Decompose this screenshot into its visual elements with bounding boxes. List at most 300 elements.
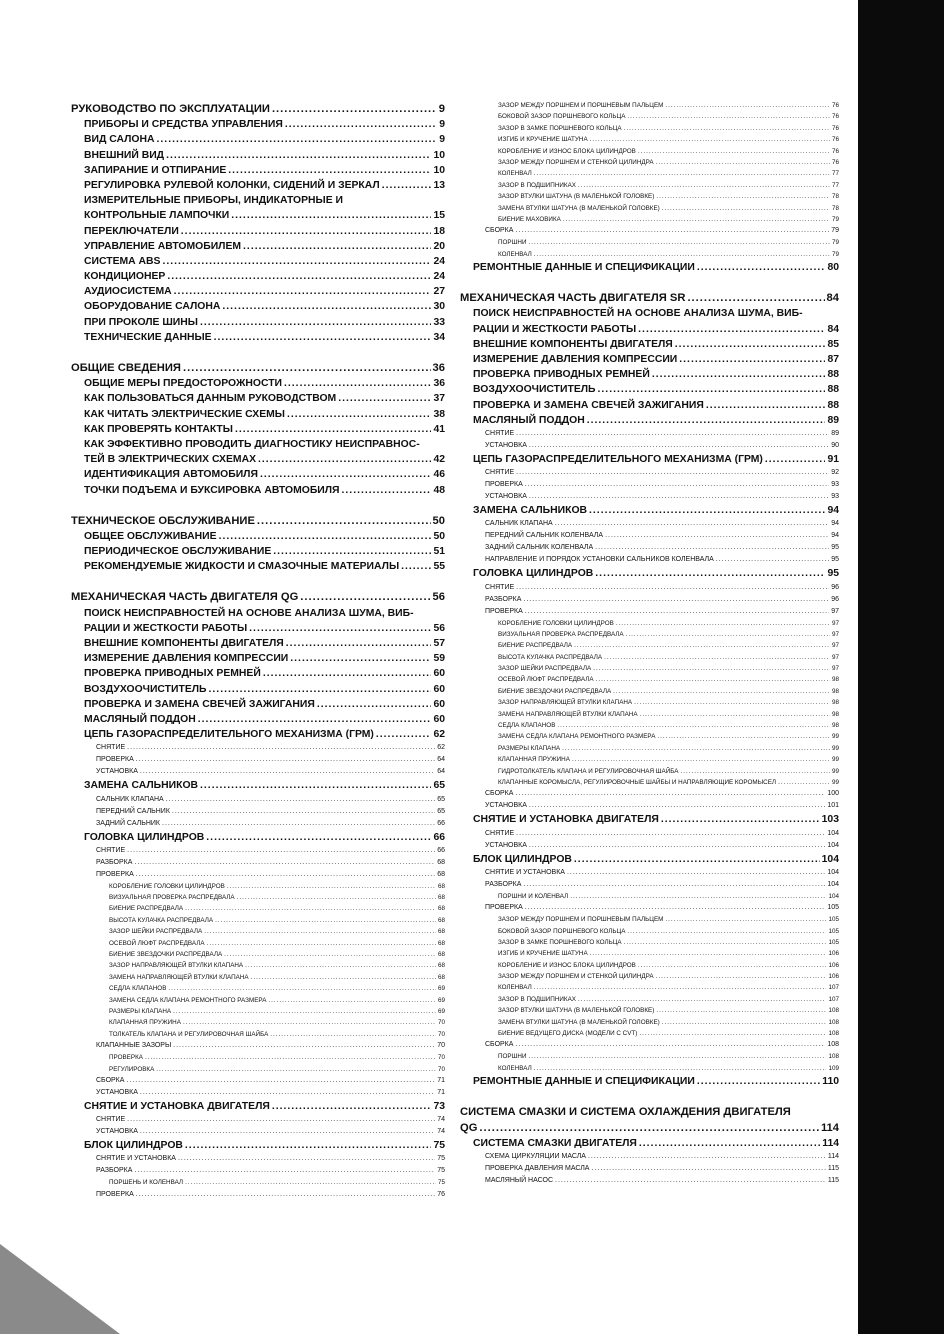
toc-entry-page: 76 bbox=[831, 147, 839, 155]
toc-entry-page: 75 bbox=[437, 1179, 445, 1187]
toc-dot-leader bbox=[317, 697, 432, 712]
toc-entry-page: 76 bbox=[831, 102, 839, 109]
toc-entry-page: 65 bbox=[437, 807, 445, 815]
toc-dot-leader bbox=[680, 766, 830, 777]
toc-entry bbox=[460, 554, 839, 566]
toc-entry-title: ПРОВЕРКА И ЗАМЕНА СВЕЧЕЙ ЗАЖИГАНИЯ bbox=[473, 399, 704, 411]
toc-entry bbox=[71, 1177, 445, 1188]
toc-entry-page: 68 bbox=[437, 916, 445, 924]
toc-dot-leader bbox=[231, 208, 431, 223]
toc-entry-page: 70 bbox=[437, 1065, 445, 1073]
toc-dot-leader bbox=[624, 123, 830, 134]
toc-dot-leader bbox=[596, 674, 830, 685]
toc-entry-page: 27 bbox=[433, 286, 445, 298]
toc-entry-title: ТОЧКИ ПОДЪЕМА И БУКСИРОВКА АВТОМОБИЛЯ bbox=[84, 484, 340, 496]
toc-entry-page: 70 bbox=[437, 1054, 445, 1062]
toc-entry-title: ГОЛОВКА ЦИЛИНДРОВ bbox=[84, 831, 205, 843]
toc-entry-title: САЛЬНИК КЛАПАНА bbox=[96, 795, 164, 803]
toc-entry-title: ПОРШНИ И КОЛЕНВАЛ bbox=[498, 892, 569, 900]
toc-entry bbox=[460, 731, 839, 742]
toc-entry-page: 62 bbox=[437, 744, 445, 752]
toc-entry bbox=[71, 682, 445, 697]
toc-entry-title: КОРОБЛЕНИЕ И ИЗНОС БЛОКА ЦИЛИНДРОВ bbox=[498, 147, 636, 155]
toc-entry bbox=[71, 636, 445, 651]
toc-entry bbox=[460, 982, 839, 993]
toc-entry-title: ВИЗУАЛЬНАЯ ПРОВЕРКА РАСПРЕДВАЛА bbox=[109, 894, 235, 902]
toc-entry-title: МЕХАНИЧЕСКАЯ ЧАСТЬ ДВИГАТЕЛЯ QG bbox=[71, 591, 299, 604]
toc-entry-title: ЗАДНИЙ САЛЬНИК bbox=[96, 819, 161, 827]
toc-dot-leader bbox=[172, 806, 435, 818]
toc-dot-leader bbox=[134, 857, 435, 869]
toc-entry-page: 69 bbox=[437, 1007, 445, 1015]
toc-entry-title: ПОРШЕНЬ И КОЛЕНВАЛ bbox=[109, 1179, 184, 1187]
toc-dot-leader bbox=[166, 794, 435, 806]
toc-dot-leader bbox=[529, 800, 825, 812]
toc-entry bbox=[460, 766, 839, 777]
toc-entry-title: УСТАНОВКА bbox=[485, 441, 527, 449]
toc-entry-title: УПРАВЛЕНИЕ АВТОМОБИЛЕМ bbox=[84, 240, 242, 252]
toc-dot-leader bbox=[534, 249, 830, 260]
scan-corner-shadow bbox=[0, 1244, 120, 1334]
toc-entry bbox=[71, 869, 445, 881]
toc-entry-title: ЗАМЕНА САЛЬНИКОВ bbox=[84, 780, 199, 792]
toc-entry bbox=[460, 777, 839, 788]
toc-entry bbox=[460, 902, 839, 914]
toc-entry bbox=[71, 742, 445, 754]
toc-entry-title: ЗАЗОР ВТУЛКИ ШАТУНА (В МАЛЕНЬКОЙ ГОЛОВКЕ) bbox=[498, 1007, 655, 1015]
toc-dot-leader bbox=[716, 554, 829, 566]
toc-entry-page: 95 bbox=[831, 556, 839, 564]
toc-entry bbox=[460, 260, 839, 275]
toc-entry-page: 50 bbox=[432, 514, 445, 527]
toc-entry-page: 98 bbox=[831, 710, 839, 718]
toc-entry-page: 104 bbox=[827, 880, 839, 888]
toc-entry-page: 97 bbox=[831, 630, 839, 638]
toc-entry-page: 89 bbox=[827, 414, 839, 426]
toc-entry-page: 87 bbox=[827, 354, 839, 366]
toc-entry-title: НАПРАВЛЕНИЕ И ПОРЯДОК УСТАНОВКИ САЛЬНИКОВ КОЛЕНВАЛА bbox=[485, 556, 714, 564]
toc-entry-title: ОСЕВОЙ ЛЮФТ РАСПРЕДВАЛА bbox=[109, 939, 205, 947]
toc-entry bbox=[71, 269, 445, 284]
toc-entry bbox=[460, 479, 839, 491]
toc-entry-page: 105 bbox=[827, 904, 839, 912]
toc-dot-leader bbox=[657, 731, 830, 742]
toc-dot-leader bbox=[287, 407, 431, 422]
toc-entry-title: СНЯТИЕ bbox=[485, 829, 515, 837]
toc-entry-page: 78 bbox=[831, 204, 839, 212]
toc-dot-leader bbox=[640, 709, 830, 720]
toc-entry-title: ПЕРЕДНИЙ САЛЬНИК bbox=[96, 807, 170, 815]
toc-dot-leader bbox=[286, 636, 432, 651]
toc-entry-title: ЗАЗОР МЕЖДУ ПОРШНЕМ И ПОРШНЕВЫМ ПАЛЬЦЕМ bbox=[498, 102, 664, 109]
toc-entry-page: 65 bbox=[437, 795, 445, 803]
toc-entry-title: ИЗМЕРИТЕЛЬНЫЕ ПРИБОРЫ, ИНДИКАТОРНЫЕ И bbox=[84, 195, 344, 207]
toc-dot-leader bbox=[167, 269, 431, 284]
toc-dot-leader bbox=[656, 1005, 826, 1016]
toc-entry-page: 104 bbox=[827, 829, 839, 837]
toc-dot-leader bbox=[342, 483, 432, 498]
toc-entry bbox=[71, 376, 445, 391]
toc-entry-page: 88 bbox=[827, 369, 839, 381]
toc-dot-leader bbox=[243, 239, 431, 254]
toc-entry-title: ПЕРИОДИЧЕСКОЕ ОБСЛУЖИВАНИЕ bbox=[84, 546, 272, 558]
toc-dot-leader bbox=[574, 640, 830, 651]
toc-entry-title: ВЫСОТА КУЛАЧКА РАСПРЕДВАЛА bbox=[498, 653, 603, 661]
toc-entry bbox=[71, 163, 445, 178]
toc-entry bbox=[71, 915, 445, 926]
toc-dot-leader bbox=[204, 926, 436, 937]
toc-dot-leader bbox=[639, 1028, 826, 1039]
toc-entry-title: ПРОВЕРКА ПРИВОДНЫХ РЕМНЕЙ bbox=[473, 369, 650, 381]
toc-entry-page: 73 bbox=[433, 1100, 445, 1112]
toc-entry bbox=[71, 1165, 445, 1177]
scan-dark-edge bbox=[858, 0, 944, 1334]
toc-entry-title: ПРИ ПРОКОЛЕ ШИНЫ bbox=[84, 316, 198, 328]
toc-dot-leader bbox=[157, 132, 438, 147]
toc-entry bbox=[71, 361, 445, 376]
toc-entry bbox=[71, 727, 445, 742]
toc-entry-title: РАЗБОРКА bbox=[96, 858, 133, 866]
toc-entry-page: 84 bbox=[827, 323, 839, 335]
toc-entry bbox=[460, 123, 839, 134]
toc-entry-title: БИЕНИЕ ЗВЕЗДОЧКИ РАСПРЕДВАЛА bbox=[498, 687, 612, 695]
toc-entry bbox=[460, 754, 839, 765]
toc-entry-title: БИЕНИЕ МАХОВИКА bbox=[498, 215, 561, 223]
toc-entry-title: РАЗБОРКА bbox=[485, 880, 522, 888]
toc-entry-title: СНЯТИЕ bbox=[485, 469, 515, 477]
toc-dot-leader bbox=[587, 413, 826, 428]
toc-entry-title: РЕМОНТНЫЕ ДАННЫЕ И СПЕЦИФИКАЦИИ bbox=[473, 1076, 695, 1088]
toc-entry-page: 9 bbox=[438, 103, 445, 115]
toc-entry bbox=[460, 566, 839, 581]
toc-entry-title: КОЛЕНВАЛ bbox=[498, 250, 532, 258]
toc-dot-leader bbox=[479, 1121, 819, 1136]
toc-entry-title: ПРИБОРЫ И СРЕДСТВА УПРАВЛЕНИЯ bbox=[84, 119, 283, 131]
toc-entry-title: СНЯТИЕ И УСТАНОВКА bbox=[96, 1155, 176, 1163]
toc-dot-leader bbox=[272, 102, 437, 117]
toc-entry bbox=[460, 852, 839, 867]
toc-entry-page: 70 bbox=[437, 1030, 445, 1038]
toc-entry-page: 79 bbox=[831, 239, 839, 247]
toc-entry bbox=[460, 111, 839, 122]
toc-entry-page: 66 bbox=[437, 846, 445, 854]
toc-dot-leader bbox=[555, 1175, 826, 1187]
toc-dot-leader bbox=[656, 157, 830, 168]
toc-entry bbox=[71, 938, 445, 949]
toc-entry-title: СХЕМА ЦИРКУЛЯЦИИ МАСЛА bbox=[485, 1152, 586, 1160]
toc-dot-leader bbox=[284, 376, 431, 391]
toc-entry-page: 94 bbox=[827, 505, 839, 517]
toc-entry-title: СНЯТИЕ bbox=[96, 846, 126, 854]
toc-entry-title: ЗАЗОР МЕЖДУ ПОРШНЕМ И СТЕНКОЙ ЦИЛИНДРА bbox=[498, 973, 654, 981]
toc-dot-leader bbox=[200, 778, 431, 793]
toc-entry-page: 71 bbox=[437, 1076, 445, 1084]
toc-entry bbox=[71, 606, 445, 621]
toc-entry-page: 97 bbox=[831, 619, 839, 627]
toc-entry bbox=[71, 1189, 445, 1201]
toc-entry-title: ЗАЗОР МЕЖДУ ПОРШНЕМ И ПОРШНЕВЫМ ПАЛЬЦЕМ bbox=[498, 916, 664, 924]
toc-entry-page: 68 bbox=[437, 894, 445, 902]
toc-entry-page: 37 bbox=[433, 393, 445, 405]
toc-entry-title: ПРОВЕРКА bbox=[96, 1190, 134, 1198]
toc-dot-leader bbox=[140, 1126, 435, 1138]
toc-dot-leader bbox=[257, 514, 431, 529]
toc-dot-leader bbox=[529, 491, 829, 503]
toc-entry-title: ЗАЗОР В ЗАМКЕ ПОРШНЕВОГО КОЛЬЦА bbox=[498, 124, 622, 132]
toc-dot-leader bbox=[207, 938, 436, 949]
toc-dot-leader bbox=[528, 237, 830, 248]
toc-entry bbox=[460, 518, 839, 530]
toc-entry-title: УСТАНОВКА bbox=[485, 841, 527, 849]
toc-entry bbox=[71, 794, 445, 806]
toc-entry-page: 96 bbox=[831, 595, 839, 603]
toc-entry bbox=[460, 1017, 839, 1028]
toc-entry bbox=[71, 983, 445, 994]
toc-dot-leader bbox=[516, 828, 825, 840]
toc-entry-title: ВНЕШНИЕ КОМПОНЕНТЫ ДВИГАТЕЛЯ bbox=[473, 338, 673, 350]
toc-dot-leader bbox=[529, 440, 829, 452]
toc-entry-page: 88 bbox=[827, 399, 839, 411]
toc-entry bbox=[460, 249, 839, 260]
toc-entry-page: 79 bbox=[831, 250, 839, 258]
toc-entry bbox=[460, 697, 839, 708]
toc-entry bbox=[460, 225, 839, 237]
toc-dot-leader bbox=[209, 682, 432, 697]
toc-entry-page: 56 bbox=[433, 622, 445, 634]
toc-entry-title: ЗАЗОР В ПОДШИПНИКАХ bbox=[498, 181, 576, 189]
toc-entry-page: 79 bbox=[831, 227, 839, 235]
toc-dot-leader bbox=[214, 330, 432, 345]
toc-entry-page: 66 bbox=[437, 819, 445, 827]
toc-entry-title: СЕДЛА КЛАПАНОВ bbox=[109, 985, 167, 993]
toc-entry-title: СБОРКА bbox=[485, 227, 514, 235]
toc-entry-title: ПРОВЕРКА bbox=[485, 904, 523, 912]
toc-dot-leader bbox=[268, 995, 436, 1006]
toc-dot-leader bbox=[200, 315, 431, 330]
toc-right-column bbox=[460, 100, 839, 1187]
toc-dot-leader bbox=[525, 479, 829, 491]
toc-entry-title: РАЗМЕРЫ КЛАПАНА bbox=[109, 1007, 172, 1015]
toc-entry bbox=[71, 1017, 445, 1028]
toc-entry-title: ИЗГИБ И КРУЧЕНИЕ ШАТУНА bbox=[498, 950, 588, 958]
toc-entry bbox=[460, 367, 839, 382]
toc-entry-title: ЗАМЕНА САЛЬНИКОВ bbox=[473, 505, 588, 517]
toc-entry-page: 105 bbox=[828, 916, 839, 924]
toc-entry bbox=[460, 582, 839, 594]
toc-entry-page: 103 bbox=[821, 814, 839, 826]
toc-entry-page: 60 bbox=[433, 713, 445, 725]
toc-dot-leader bbox=[516, 428, 829, 440]
toc-entry-title: СНЯТИЕ bbox=[485, 429, 515, 437]
toc-dot-leader bbox=[662, 1017, 827, 1028]
toc-entry-page: 60 bbox=[433, 668, 445, 680]
toc-dot-leader bbox=[174, 284, 432, 299]
toc-dot-leader bbox=[627, 111, 830, 122]
toc-entry bbox=[460, 291, 839, 306]
toc-entry-title: ПЕРЕДНИЙ САЛЬНИК КОЛЕНВАЛА bbox=[485, 532, 604, 540]
toc-entry bbox=[460, 686, 839, 697]
toc-dot-leader bbox=[136, 869, 435, 881]
toc-entry-title: ЗАЗОР ШЕЙКИ РАСПРЕДВАЛА bbox=[498, 665, 592, 673]
toc-dot-leader bbox=[523, 594, 829, 606]
toc-entry-title: РУКОВОДСТВО ПО ЭКСПЛУАТАЦИИ bbox=[71, 103, 270, 115]
toc-entry-page: 78 bbox=[831, 193, 839, 201]
toc-entry-title: СИСТЕМА СМАЗКИ ДВИГАТЕЛЯ bbox=[473, 1137, 637, 1149]
toc-entry-title: СНЯТИЕ bbox=[96, 744, 126, 752]
toc-entry-title: РАЗМЕРЫ КЛАПАНА bbox=[498, 744, 561, 752]
toc-entry-title: ИДЕНТИФИКАЦИЯ АВТОМОБИЛЯ bbox=[84, 469, 258, 481]
toc-entry bbox=[71, 818, 445, 830]
toc-dot-leader bbox=[578, 180, 830, 191]
toc-entry bbox=[460, 134, 839, 145]
toc-entry-title: БЛОК ЦИЛИНДРОВ bbox=[84, 1140, 183, 1152]
toc-entry-title: ПРОВЕРКА ПРИВОДНЫХ РЕМНЕЙ bbox=[84, 668, 261, 680]
toc-entry bbox=[460, 594, 839, 606]
toc-entry-title: РЕГУЛИРОВКА bbox=[109, 1065, 155, 1073]
toc-entry-title: ТЕХНИЧЕСКОЕ ОБСЛУЖИВАНИЕ bbox=[71, 514, 255, 527]
toc-dot-leader bbox=[626, 629, 830, 640]
toc-entry-title: ЗАЗОР В ПОДШИПНИКАХ bbox=[498, 995, 576, 1003]
toc-dot-leader bbox=[173, 1040, 435, 1052]
toc-dot-leader bbox=[285, 117, 437, 132]
toc-entry-page: 68 bbox=[437, 870, 445, 878]
toc-entry-title: ЗАЗОР ВТУЛКИ ШАТУНА (В МАЛЕНЬКОЙ ГОЛОВКЕ) bbox=[498, 193, 655, 201]
toc-entry bbox=[460, 1163, 839, 1175]
toc-entry-page: 57 bbox=[433, 638, 445, 649]
toc-entry-title: ЦЕПЬ ГАЗОРАСПРЕДЕЛИТЕЛЬНОГО МЕХАНИЗМА (ГРМ) bbox=[84, 729, 374, 741]
toc-dot-leader bbox=[661, 812, 820, 827]
toc-entry bbox=[460, 180, 839, 191]
toc-dot-leader bbox=[237, 892, 436, 903]
toc-entry-title: СНЯТИЕ bbox=[485, 583, 515, 591]
toc-entry bbox=[71, 857, 445, 869]
toc-entry-title: РАЗБОРКА bbox=[485, 595, 522, 603]
toc-entry-page: 97 bbox=[831, 665, 839, 673]
toc-dot-leader bbox=[166, 148, 431, 163]
toc-entry-title: ЗАЗОР НАПРАВЛЯЮЩЕЙ ВТУЛКИ КЛАПАНА bbox=[109, 962, 244, 970]
toc-entry-page: 51 bbox=[433, 546, 445, 558]
toc-entry-page: 108 bbox=[828, 1030, 839, 1038]
toc-dot-leader bbox=[624, 937, 827, 948]
toc-entry-title: ПРОВЕРКА bbox=[96, 870, 134, 878]
toc-entry bbox=[71, 407, 445, 422]
toc-entry bbox=[71, 544, 445, 559]
toc-entry-title: УСТАНОВКА bbox=[96, 1128, 138, 1136]
toc-entry bbox=[460, 503, 839, 518]
toc-entry-page: 13 bbox=[433, 179, 445, 191]
toc-entry-page: 93 bbox=[831, 481, 839, 489]
toc-entry bbox=[71, 193, 445, 208]
toc-entry bbox=[71, 117, 445, 132]
toc-entry-title: УСТАНОВКА bbox=[96, 1088, 138, 1096]
toc-entry-title: УСТАНОВКА bbox=[96, 768, 138, 776]
toc-entry-page: 10 bbox=[433, 164, 445, 176]
toc-dot-leader bbox=[136, 754, 435, 766]
toc-entry bbox=[71, 881, 445, 892]
toc-entry bbox=[71, 1052, 445, 1063]
toc-entry-page: 107 bbox=[828, 995, 839, 1003]
toc-entry-page: 98 bbox=[831, 687, 839, 695]
toc-entry-page: 55 bbox=[433, 561, 445, 573]
toc-entry-page: 101 bbox=[827, 802, 839, 810]
toc-entry bbox=[71, 926, 445, 937]
toc-entry-page: 76 bbox=[831, 158, 839, 166]
toc-entry-title: ПОИСК НЕИСПРАВНОСТЕЙ НА ОСНОВЕ АНАЛИЗА ШУМА, ВИБ- bbox=[84, 607, 414, 619]
toc-dot-leader bbox=[249, 621, 431, 636]
toc-dot-leader bbox=[652, 367, 826, 382]
toc-entry-title: ОБЩЕЕ ОБСЛУЖИВАНИЕ bbox=[84, 530, 217, 542]
toc-entry-page: 18 bbox=[433, 225, 445, 237]
toc-dot-leader bbox=[198, 712, 432, 727]
toc-entry bbox=[460, 840, 839, 852]
toc-dot-leader bbox=[219, 529, 432, 544]
toc-dot-leader bbox=[127, 1114, 435, 1126]
toc-entry bbox=[460, 398, 839, 413]
toc-entry-page: 96 bbox=[831, 583, 839, 591]
toc-entry-page: 70 bbox=[437, 1019, 445, 1027]
toc-entry bbox=[71, 1006, 445, 1017]
toc-dot-leader bbox=[706, 398, 826, 413]
toc-entry bbox=[460, 322, 839, 337]
toc-entry bbox=[460, 914, 839, 925]
toc-entry-page: 106 bbox=[828, 950, 839, 958]
toc-entry bbox=[460, 867, 839, 879]
toc-dot-leader bbox=[591, 1163, 825, 1175]
toc-entry bbox=[460, 926, 839, 937]
toc-dot-leader bbox=[272, 1099, 432, 1114]
toc-entry-page: 114 bbox=[820, 1121, 839, 1134]
toc-entry-page: 106 bbox=[828, 961, 839, 969]
toc-entry bbox=[460, 788, 839, 800]
toc-entry-page: 108 bbox=[828, 1053, 839, 1061]
toc-entry-title: ЗАЗОР В ЗАМКЕ ПОРШНЕВОГО КОЛЬЦА bbox=[498, 938, 622, 946]
toc-entry-title: РАЦИИ И ЖЕСТКОСТИ РАБОТЫ bbox=[473, 323, 637, 335]
toc-dot-leader bbox=[616, 618, 830, 629]
toc-dot-leader bbox=[578, 994, 827, 1005]
toc-entry bbox=[71, 806, 445, 818]
toc-entry bbox=[71, 949, 445, 960]
toc-entry-title: БИЕНИЕ ЗВЕЗДОЧКИ РАСПРЕДВАЛА bbox=[109, 951, 223, 959]
toc-entry bbox=[71, 1138, 445, 1153]
toc-entry bbox=[460, 937, 839, 948]
toc-entry bbox=[71, 559, 445, 574]
toc-entry-title: ВНЕШНИЕ КОМПОНЕНТЫ ДВИГАТЕЛЯ bbox=[84, 638, 284, 649]
toc-entry-page: 38 bbox=[433, 408, 445, 420]
toc-entry bbox=[71, 1126, 445, 1138]
toc-entry-title: БОКОВОЙ ЗАЗОР ПОРШНЕВОГО КОЛЬЦА bbox=[498, 113, 626, 121]
toc-dot-leader bbox=[534, 982, 827, 993]
toc-entry-page: 62 bbox=[433, 729, 445, 741]
toc-dot-leader bbox=[515, 788, 825, 800]
toc-entry-title: ЗАМЕНА НАПРАВЛЯЮЩЕЙ ВТУЛКИ КЛАПАНА bbox=[109, 973, 249, 981]
toc-dot-leader bbox=[140, 1087, 435, 1099]
toc-entry-title: ТОЛКАТЕЛЬ КЛАПАНА И РЕГУЛИРОВОЧНАЯ ШАЙБА bbox=[109, 1030, 269, 1038]
toc-entry bbox=[460, 743, 839, 754]
toc-entry-page: 109 bbox=[828, 1064, 839, 1072]
toc-entry bbox=[460, 440, 839, 452]
toc-entry bbox=[71, 224, 445, 239]
toc-entry-title: СИСТЕМА ABS bbox=[84, 255, 161, 267]
toc-entry-title: ЗАЗОР ШЕЙКИ РАСПРЕДВАЛА bbox=[109, 928, 203, 936]
toc-entry-page: 104 bbox=[828, 892, 839, 900]
toc-entry bbox=[460, 168, 839, 179]
toc-dot-leader bbox=[173, 1006, 436, 1017]
toc-dot-leader bbox=[338, 391, 431, 406]
toc-dot-leader bbox=[273, 544, 431, 559]
toc-entry-title: ВИЗУАЛЬНАЯ ПРОВЕРКА РАСПРЕДВАЛА bbox=[498, 630, 624, 638]
toc-entry-title: ПОИСК НЕИСПРАВНОСТЕЙ НА ОСНОВЕ АНАЛИЗА ШУМА, ВИБ- bbox=[473, 308, 803, 320]
toc-dot-leader bbox=[604, 652, 830, 663]
